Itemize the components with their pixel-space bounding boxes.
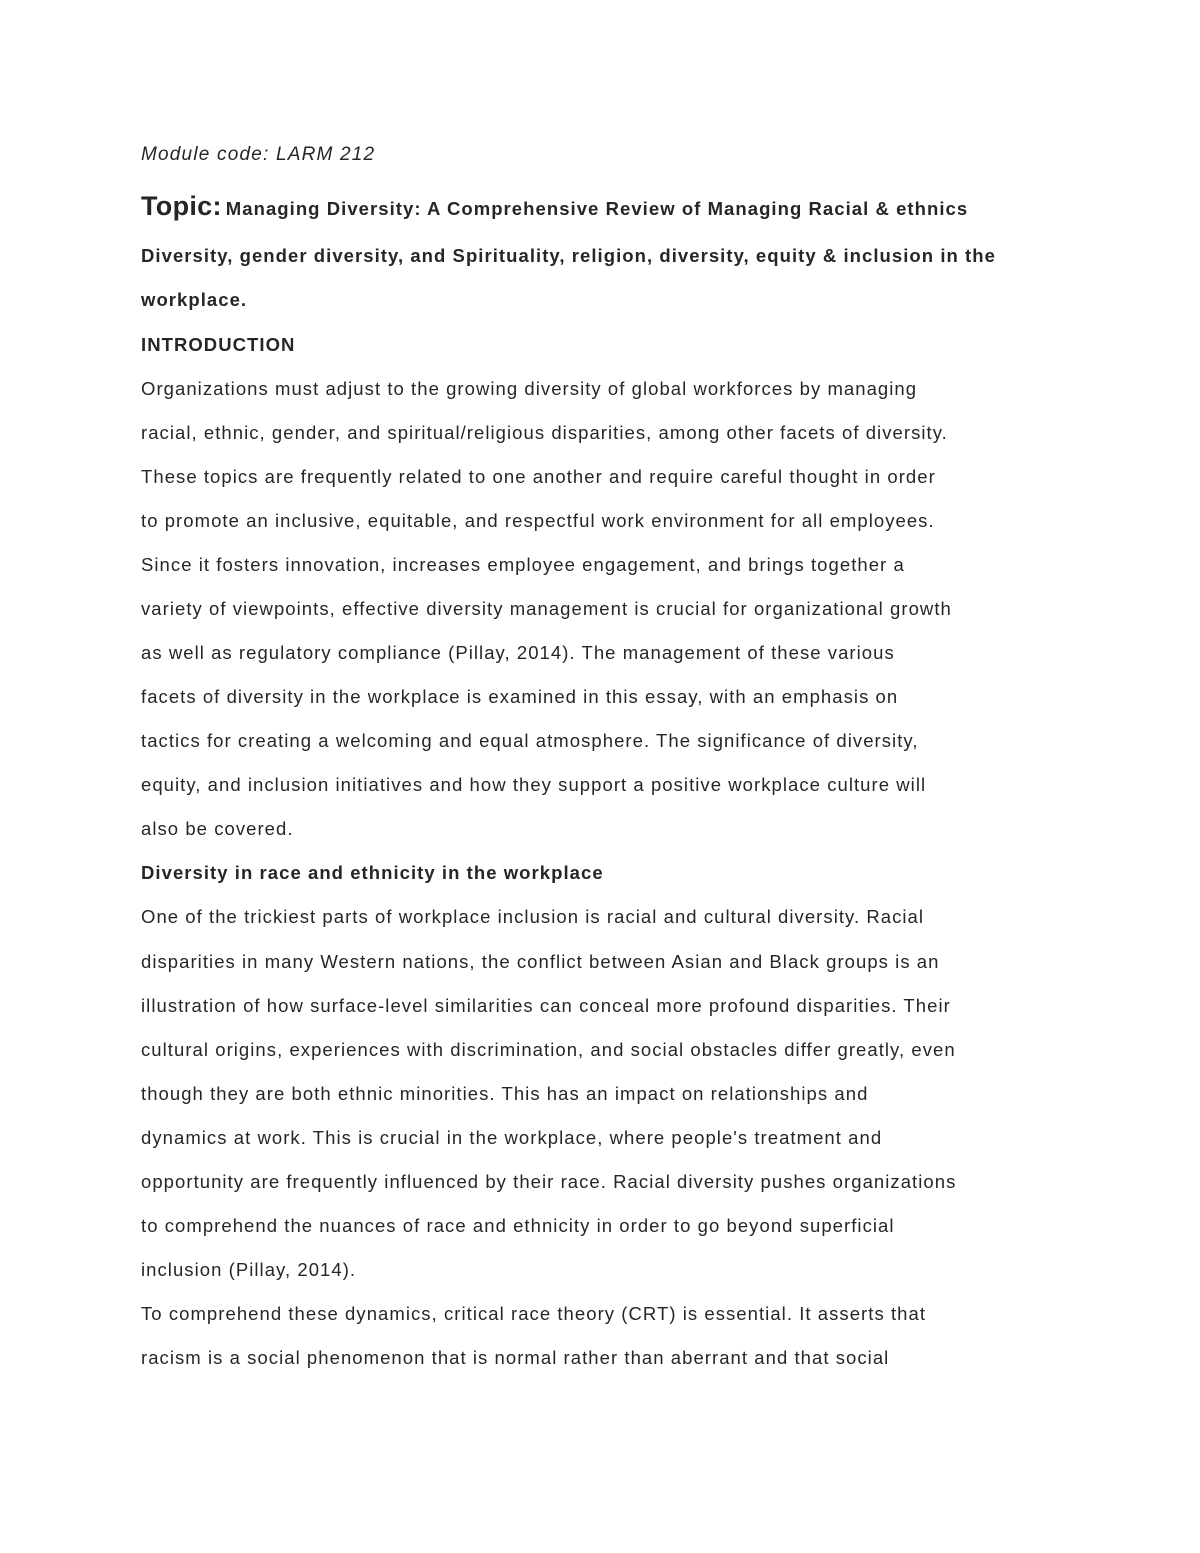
paragraph-line: cultural origins, experiences with discrimination, and social obstacles differ greatly, even xyxy=(141,1039,956,1060)
paragraph-line: as well as regulatory compliance (Pillay, 2014). The management of these various xyxy=(141,642,895,663)
paragraph-line: to promote an inclusive, equitable, and respectful work environment for all employees. xyxy=(141,510,935,531)
paragraph-line: opportunity are frequently influenced by their race. Racial diversity pushes organizations xyxy=(141,1171,957,1192)
topic-line-1 xyxy=(141,191,969,221)
introduction-heading: INTRODUCTION xyxy=(141,334,296,355)
paragraph-line: illustration of how surface-level similarities can conceal more profound disparities. Their xyxy=(141,995,951,1016)
paragraph-line: variety of viewpoints, effective diversity management is crucial for organizational growth xyxy=(141,598,952,619)
paragraph-line: inclusion (Pillay, 2014). xyxy=(141,1259,357,1280)
paragraph-line: facets of diversity in the workplace is examined in this essay, with an emphasis on xyxy=(141,686,899,707)
paragraph-line: disparities in many Western nations, the conflict between Asian and Black groups is an xyxy=(141,951,940,972)
paragraph-line: equity, and inclusion initiatives and how they support a positive workplace culture will xyxy=(141,774,927,795)
paragraph-line: Organizations must adjust to the growing diversity of global workforces by managing xyxy=(141,378,918,399)
paragraph-line: These topics are frequently related to one another and require careful thought in order xyxy=(141,466,936,487)
paragraph-line: tactics for creating a welcoming and equal atmosphere. The significance of diversity, xyxy=(141,730,919,751)
topic-label: Topic: xyxy=(141,191,222,221)
paragraph-line: racial, ethnic, gender, and spiritual/religious disparities, among other facets of diversity. xyxy=(141,422,948,443)
paragraph-line: dynamics at work. This is crucial in the workplace, where people's treatment and xyxy=(141,1127,883,1148)
paragraph-line: also be covered. xyxy=(141,818,294,839)
module-code: Module code: LARM 212 xyxy=(141,144,376,165)
topic-text: Managing Diversity: A Comprehensive Review of Managing Racial & ethnics xyxy=(225,198,969,219)
paragraph-line: Since it fosters innovation, increases employee engagement, and brings together a xyxy=(141,554,905,575)
race-section-heading: Diversity in race and ethnicity in the workplace xyxy=(141,862,604,883)
paragraph-line: One of the trickiest parts of workplace inclusion is racial and cultural diversity. Racial xyxy=(141,906,925,927)
topic-line-2: Diversity, gender diversity, and Spirituality, religion, diversity, equity & inclusion in the xyxy=(141,245,996,266)
paragraph-line: to comprehend the nuances of race and ethnicity in order to go beyond superficial xyxy=(141,1215,895,1236)
paragraph-line: To comprehend these dynamics, critical race theory (CRT) is essential. It asserts that xyxy=(141,1303,927,1324)
paragraph-line: racism is a social phenomenon that is normal rather than aberrant and that social xyxy=(141,1347,890,1368)
paragraph-line: though they are both ethnic minorities. This has an impact on relationships and xyxy=(141,1083,869,1104)
topic-line-3: workplace. xyxy=(141,289,248,310)
